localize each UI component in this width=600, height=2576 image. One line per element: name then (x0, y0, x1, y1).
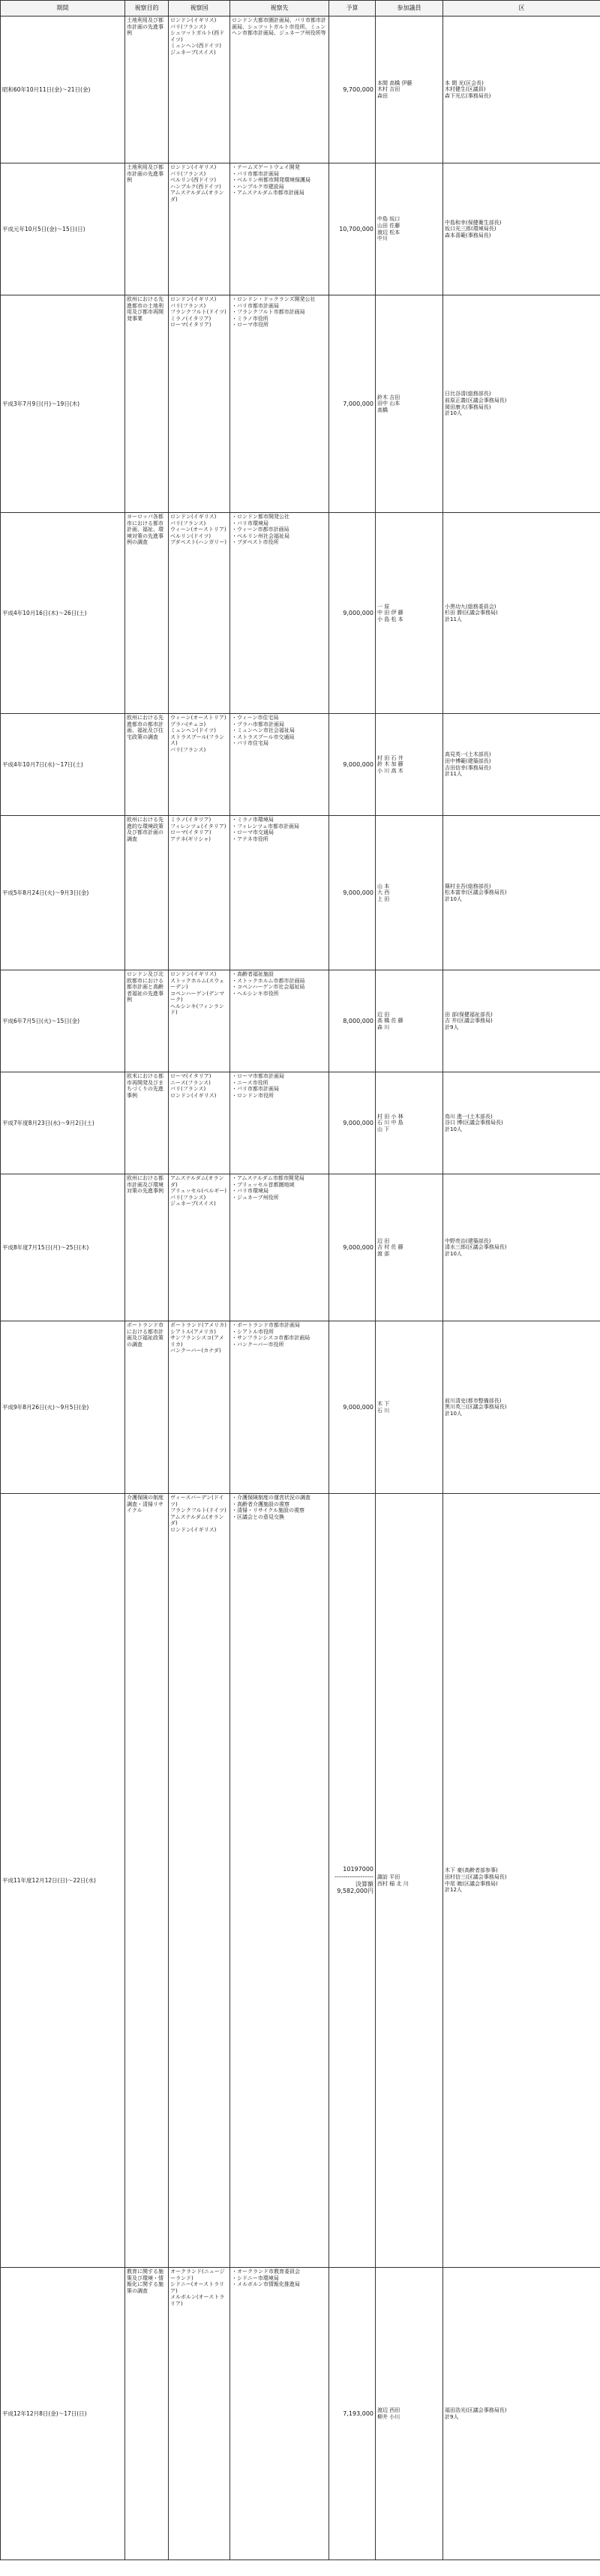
purpose-cell: 欧州における先進的な環境政策及び都市計画の調査 (125, 816, 169, 970)
purpose-cell: 欧米における都市再開発及びまちづくりの先進事例 (125, 1072, 169, 1174)
period-cell: 平成5年8月24日(火)～9月3日(金) (1, 816, 125, 970)
countries-cell: ミラノ(イタリア) フィレンツェ(イタリア) ローマ(イタリア) アテネ(ギリシャ) (169, 816, 230, 970)
members-cell: 鈴木 吉田 田中 山本 高橋 (376, 295, 443, 513)
period-cell: 平成4年10月16日(木)～26日(土) (1, 513, 125, 714)
countries-cell: ヴィースバーデン(ドイツ) フランクフルト(ドイツ) アムステルダム(オランダ) ロンドン(イギリス) (169, 1494, 230, 2268)
destinations-cell: ・ポートランド市都市計画局 ・シアトル市役所 ・サンフランシスコ市都市計画局 ・バンクーバー市役所 (230, 1321, 329, 1494)
budget-cell: 9,000,000 (329, 513, 376, 714)
destinations-cell: ・ウィーン市住宅局 ・プラハ市都市計画局 ・ミュンヘン市社会福祉局 ・ストラスブール市交通局 ・パリ市住宅局 (230, 714, 329, 816)
countries-cell: ローマ(イタリア) ニース(フランス) パリ(フランス) ロンドン(イギリス) (169, 1072, 230, 1174)
table-row (1, 513, 600, 714)
header-countries: 視察国 (169, 1, 230, 16)
period-cell: 平成7年度8月23日(水)～9月2日(土) (1, 1072, 125, 1174)
destinations-cell: ・ローマ市都市計画局 ・ニース市役所 ・パリ市都市計画局 ・ロンドン市役所 (230, 1072, 329, 1174)
purpose-cell: 教育に関する施策及び環境・情報化に関する施策の調査 (125, 2268, 169, 2560)
budget-cell: 7,000,000 (329, 295, 376, 513)
header-members: 参加議員 (376, 1, 443, 16)
header-purpose: 視察目的 (125, 1, 169, 16)
members-cell: 辺 田 高 橋 佐 藤 森 川 (376, 970, 443, 1072)
period-cell: 平成6年7月5日(火)～15日(金) (1, 970, 125, 1072)
members-cell: 本間 高橋 伊藤 木村 吉田 森田 (376, 16, 443, 163)
header-destinations: 視察先 (230, 1, 329, 16)
section-cell: 福田浩光(区議会事務局長) 計9人 (443, 2268, 600, 2560)
table-row (1, 16, 600, 163)
purpose-cell: ロンドン及び北欧都市における都市計画と高齢者福祉の先進事例 (125, 970, 169, 1072)
section-cell: 前川清史(都市整備部長) 黒川英三(区議会事務局長) 計10人 (443, 1321, 600, 1494)
period-cell: 平成12年12月8日(金)～17日(日) (1, 2268, 125, 2560)
purpose-cell: 欧州における先進都市の都市計画、福祉及び住宅政策の調査 (125, 714, 169, 816)
members-cell: 村 田 石 井 鈴 木 加 藤 小 川 高 木 (376, 714, 443, 816)
period-cell: 平成8年度7月15日(月)～25日(木) (1, 1174, 125, 1321)
budget-cell: 10,700,000 (329, 163, 376, 295)
header-section: 区 (443, 1, 600, 16)
table-row (1, 1174, 600, 1321)
purpose-cell: 土地利用及び都市計画の先進事例 (125, 163, 169, 295)
countries-cell: オークランド(ニュージーランド) シドニー(オーストラリア) メルボルン(オーストラリア) (169, 2268, 230, 2560)
budget-cell: 7,193,000 (329, 2268, 376, 2560)
purpose-cell: 欧州における先進都市の土地利用及び都市再開発事業 (125, 295, 169, 513)
countries-cell: ロンドン(イギリス) パリ(フランス) シュツットガルト(西ドイツ) ミュンヘン(西ドイツ) ジュネーブ(スイス) (169, 16, 230, 163)
section-cell: 中島和幸(保健衛生部長) 坂口光三郎(環境局長) 森本喜範(事務局長) (443, 163, 600, 295)
countries-cell: ウィーン(オーストリア) プラハ(チェコ) ミュンヘン(ドイツ) ストラスブール(フランス) パリ(フランス) (169, 714, 230, 816)
budget-cell: 9,000,000 (329, 1174, 376, 1321)
period-cell: 平成3年7月9日(月)～19日(木) (1, 295, 125, 513)
table-row (1, 1494, 600, 2268)
countries-cell: ロンドン(イギリス) パリ(フランス) ウィーン(オーストリア) ベルリン(ドイツ) ブダペスト(ハンガリー) (169, 513, 230, 714)
section-cell: 小黒功九(総務委員会) 杉田 勝(区議会事務局) 計11人 (443, 513, 600, 714)
members-cell: 村 田 小 林 石 川 中 島 山 下 (376, 1072, 443, 1174)
members-cell: 山 本 大 西 上 田 (376, 816, 443, 970)
purpose-cell: ヨーロッパ各都市における都市計画、福祉、環境対策の先進事例の調査 (125, 513, 169, 714)
destinations-cell: ・高齢者福祉施設 ・ストックホルム市都市計画局 ・コペンハーゲン市社会福祉局 ・ヘルシンキ市役所 (230, 970, 329, 1072)
countries-cell: ポートランド(アメリカ) シアトル(アメリカ) サンフランシスコ(アメリカ) バンクーバー(カナダ) (169, 1321, 230, 1494)
budget-cell: 9,000,000 (329, 1072, 376, 1174)
budget-cell: 9,000,000 (329, 714, 376, 816)
purpose-cell: 欧州における都市計画及び環境対策の先進事例 (125, 1174, 169, 1321)
section-cell: 木下 豪(高齢者部参事) 田村信三(区議会事務局長) 中尾 暁(区議会事務局) 計12人 (443, 1494, 600, 2268)
members-cell: 渡辺 西田 柳井 小川 (376, 2268, 443, 2560)
table-row (1, 2268, 600, 2560)
section-cell: 本 間 光(区会長) 木村健生(区議員) 森下光広(事務局長) (443, 16, 600, 163)
period-cell: 昭和60年10月11日(金)～21日(金) (1, 16, 125, 163)
destinations-cell: ・ロンドン・ドックランズ開発公社 ・パリ市都市計画局 ・フランクフルト市都市計画局 ・ミラノ市役所 ・ローマ市役所 (230, 295, 329, 513)
table-row (1, 1072, 600, 1174)
section-cell: 高見英一(土木部長) 田中博範(建築部長) 吉田信幸(事務局長) 計11人 (443, 714, 600, 816)
destinations-cell: ・オークランド市教育委員会 ・シドニー市環境局 ・メルボルン市情報化推進局 (230, 2268, 329, 2560)
destinations-cell: ・ミラノ市環境局 ・フィレンツェ市都市計画局 ・ローマ市交通局 ・アテネ市役所 (230, 816, 329, 970)
purpose-cell: 土地利用及び都市計画の先進事例 (125, 16, 169, 163)
destinations-cell: ・テームズゲートウェイ開発 ・パリ市都市計画局 ・ベルリン州都市開発環境保護局 ・ハンブルク市建設局 ・アムステルダム市都市計画局 (230, 163, 329, 295)
purpose-cell: 介護保険の制度調査・清掃リサイクル (125, 1494, 169, 2268)
countries-cell: アムステルダム(オランダ) ブリュッセル(ベルギー) パリ(フランス) ジュネーブ(スイス) (169, 1174, 230, 1321)
members-cell: 木 下 石 川 (376, 1321, 443, 1494)
members-cell: 諏訪 平田 西村 稲 北 川 (376, 1494, 443, 2268)
budget-cell: 9,000,000 (329, 1321, 376, 1494)
countries-cell: ロンドン(イギリス) パリ(フランス) フランクフルト(ドイツ) ミラノ(イタリア) ローマ(イタリア) (169, 295, 230, 513)
members-cell: 一 原 中 田 伊 藤 小 島 松 本 (376, 513, 443, 714)
purpose-cell: ポートランド市における都市計画及び福祉政策の調査 (125, 1321, 169, 1494)
table-row (1, 970, 600, 1072)
period-cell: 平成元年10月5日(金)～15日(日) (1, 163, 125, 295)
budget-cell: 9,700,000 (329, 16, 376, 163)
destinations-cell: ・アムステルダム市都市開発局 ・ブリュッセル首都圏地域 ・パリ市環境局 ・ジュネーブ州役所 (230, 1174, 329, 1321)
period-cell: 平成9年8月26日(火)～9月5日(金) (1, 1321, 125, 1494)
section-cell: 田 部(保健福祉部長) 吉 井(区議会事務局) 計9人 (443, 970, 600, 1072)
table-row (1, 816, 600, 970)
budget-cell: 8,000,000 (329, 970, 376, 1072)
section-cell: 日比谷清(総務部長) 前原正義(区議会事務局長) 岡田康夫(事務局長) 計10人 (443, 295, 600, 513)
period-cell: 平成4年10月7日(水)～17日(土) (1, 714, 125, 816)
countries-cell: ロンドン(イギリス) パリ(フランス) ベルリン(西ドイツ) ハンブルク(西ドイツ) アムステルダム(オランダ) (169, 163, 230, 295)
header-period: 期間 (1, 1, 125, 16)
header-budget: 予算 (329, 1, 376, 16)
table-row (1, 295, 600, 513)
countries-cell: ロンドン(イギリス) ストックホルム(スウェーデン) コペンハーゲン(デンマーク) ヘルシンキ(フィンランド) (169, 970, 230, 1072)
table-header-row (1, 1, 600, 16)
section-cell: 鳥川 進一(土木部長) 谷口 博(区議会事務局長) 計10人 (443, 1072, 600, 1174)
destinations-cell: ・ロンドン都市開発公社 ・パリ市環境局 ・ウィーン市都市計画局 ・ベルリン州社会福祉局 ・ブダペスト市役所 (230, 513, 329, 714)
table-row (1, 163, 600, 295)
destinations-cell: ロンドン大都市圏計画局、パリ市都市計画局、シュツットガルト市役所、ミュンヘン市都市計画局、ジュネーブ州役所等 (230, 16, 329, 163)
members-cell: 中島 坂口 山田 佐藤 渡辺 松本 中川 (376, 163, 443, 295)
section-cell: 中野亮治(建築部長) 清水三郎(区議会事務局長) 計10人 (443, 1174, 600, 1321)
budget-cell: 9,000,000 (329, 816, 376, 970)
budget-cell: 10197000 ------------------ 決算額 9,582,000円 (329, 1494, 376, 2268)
period-cell: 平成11年度12月12日(日)～22日(水) (1, 1494, 125, 2268)
members-cell: 辺 田 吉 村 佐 藤 渡 部 (376, 1174, 443, 1321)
table-row (1, 1321, 600, 1494)
destinations-cell: ・介護保険制度の運営状況の調査 ・高齢者介護施設の視察 ・清掃・リサイクル施設の視察 ・区議会との意見交換 (230, 1494, 329, 2268)
table-row (1, 714, 600, 816)
section-cell: 篠村圭吾(総務部長) 松本富幸(区議会事務局長) 計10人 (443, 816, 600, 970)
